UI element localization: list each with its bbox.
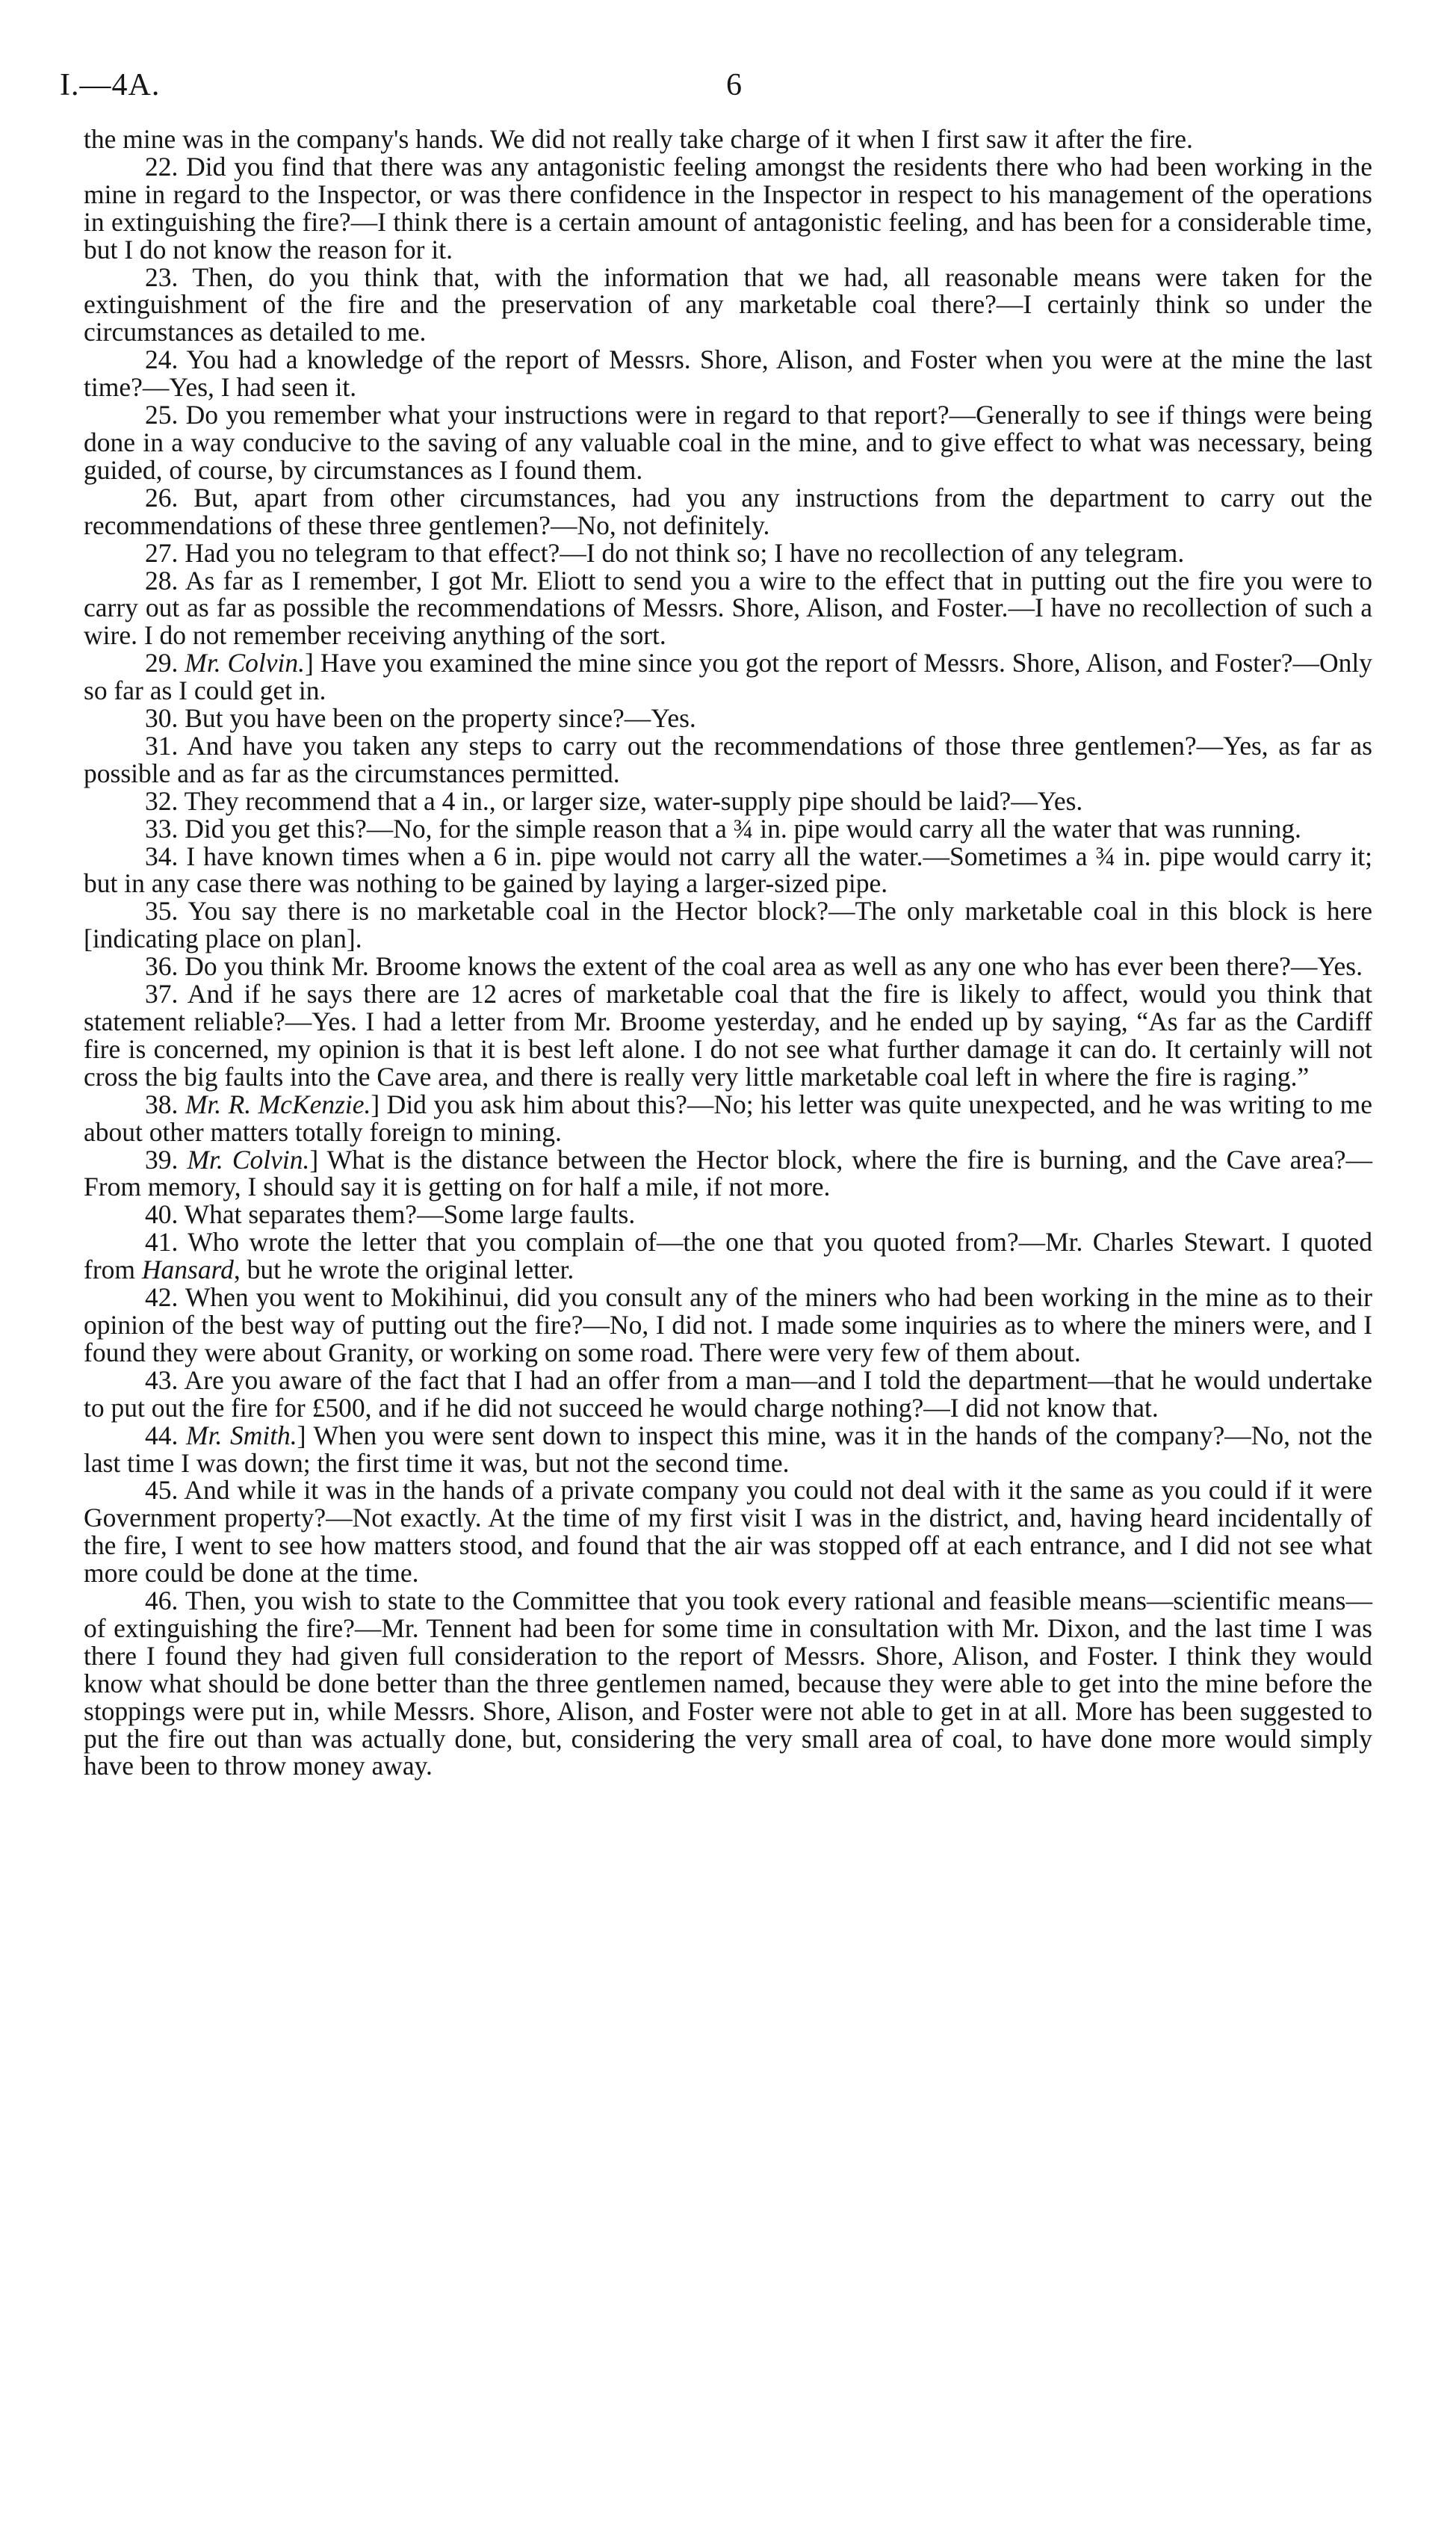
question-number: 34.	[145, 841, 187, 871]
paragraph-text: Do you think Mr. Broome knows the extent of the coal area as well as any one who has ever been there?—Yes.	[185, 951, 1363, 982]
paragraph-text: You had a knowledge of the report of Messrs. Shore, Alison, and Foster when you were at the mine the last time?—Yes, I had seen it.	[84, 344, 1373, 403]
testimony-body	[84, 126, 1372, 1780]
question-number: 46.	[145, 1586, 186, 1616]
testimony-paragraph	[84, 1284, 1372, 1367]
testimony-paragraph	[84, 1228, 1372, 1284]
testimony-paragraph	[84, 1201, 1372, 1228]
question-number: 30.	[145, 703, 185, 734]
question-number: 39.	[145, 1144, 188, 1175]
question-number: 26.	[145, 482, 194, 513]
paragraph-text: ] When you were sent down to inspect this mine, was it in the hands of the company?—No, not the last time I was down; the first time it was, but not the second time.	[84, 1420, 1372, 1478]
paragraph-text: Did you find that there was any antagonistic feeling amongst the residents there who had been working in the mine in regard to the Inspector, or was there confidence in the Inspector in respect to his management of the operations in extinguishing the fire?—I think there is a certain amount of antagonistic feeling, and has been for a considerable time, but I do not know the reason for it.	[84, 151, 1373, 265]
question-number: 44.	[145, 1420, 186, 1450]
testimony-paragraph	[84, 705, 1372, 732]
question-number: 45.	[145, 1475, 185, 1506]
paragraph-text: But, apart from other circumstances, had you any instructions from the department to carry out the recommendations of these three gentlemen?—No, not definitely.	[84, 482, 1373, 540]
question-number: 22.	[145, 151, 187, 182]
question-number: 36.	[145, 951, 185, 982]
testimony-paragraph	[84, 785, 1372, 816]
testimony-paragraph	[84, 815, 1372, 843]
question-number: 31.	[145, 730, 188, 761]
question-number: 27.	[145, 537, 185, 568]
paragraph-text: But you have been on the property since?—Yes.	[185, 703, 696, 734]
testimony-paragraph	[84, 843, 1372, 898]
paragraph-text: Then, do you think that, with the information that we had, all reasonable means were taken for the extinguishment of the fire and the preservation of any marketable coal there?—I certainly think so under the circumstances as detailed to me.	[84, 262, 1372, 347]
speaker-name: Mr. R. McKenzie.	[185, 1089, 371, 1119]
question-number: 41.	[145, 1227, 188, 1258]
document-reference: I.—4A.	[60, 68, 161, 102]
page-number: 6	[726, 68, 742, 102]
paragraph-text: Had you no telegram to that effect?—I do not think so; I have no recollection of any telegram.	[185, 537, 1185, 568]
page-header	[60, 67, 1372, 126]
question-number: 35.	[145, 896, 188, 927]
paragraph-text: They recommend that a 4 in., or larger size, water-supply pipe should be laid?—Yes.	[184, 785, 1083, 816]
testimony-paragraph	[84, 401, 1372, 484]
speaker-name: Mr. Smith.	[186, 1420, 297, 1450]
paragraph-text: When you went to Mokihinui, did you consult any of the miners who had been working in the mine as to their opinion of the best way of putting out the fire?—No, I did not. I made some inquiries as to where the miners were, and I found they were about Granity, or working on some road. There were very few of them about.	[84, 1282, 1373, 1367]
question-number: 29.	[145, 648, 185, 678]
testimony-paragraph	[84, 897, 1372, 953]
paragraph-text: As far as I remember, I got Mr. Eliott to send you a wire to the effect that in putting out the fire you were to carry out as far as possible the recommendations of Messrs. Shore, Alison, and Foster.—I have no recollection of such a wire. I do not remember receiving anything of the sort.	[84, 565, 1372, 651]
testimony-paragraph	[84, 126, 1372, 153]
paragraph-text: Who wrote the letter that you complain of—the one that you quoted from?—Mr. Charles Stewart. I quoted from	[84, 1227, 1373, 1285]
testimony-paragraph	[84, 953, 1372, 980]
testimony-paragraph	[84, 1364, 1372, 1423]
paragraph-text: Are you aware of the fact that I had an offer from a man—and I told the department—that he would undertake to put out the fire for £500, and if he did not succeed he would charge nothing?—I did not know that.	[84, 1364, 1372, 1423]
paragraph-text: And if he says there are 12 acres of marketable coal that the fire is likely to affect, would you think that statement reliable?—Yes. I had a letter from Mr. Broome yesterday, and he ended up by saying, “As far as the Cardiff fire is concerned, my opinion is that it is best left alone. I do not see what further damage it can do. It certainly will not cross the big faults into the Cave area, and there is really very little marketable coal left in where the fire is raging.”	[84, 979, 1373, 1092]
testimony-paragraph	[84, 346, 1372, 401]
paragraph-text: And have you taken any steps to carry out the recommendations of those three gentlemen?—Yes, as far as possible and as far as the circumstances permitted.	[84, 730, 1372, 788]
question-number: 28.	[145, 565, 185, 596]
publication-title: Hansard	[141, 1255, 234, 1285]
paragraph-text: Do you remember what your instructions were in regard to that report?—Generally to see if things were being done in a way conducive to the saving of any valuable coal in the mine, and to give effect to what was necessary, being guided, of course, by circumstances as I found them.	[84, 400, 1372, 485]
speaker-name: Mr. Colvin.	[185, 648, 306, 678]
paragraph-text: ] What is the distance between the Hector block, where the fire is burning, and the Cave area?—From memory, I should say it is getting on for half a mile, if not more.	[84, 1144, 1372, 1202]
question-number: 38.	[145, 1089, 185, 1119]
testimony-paragraph	[84, 1146, 1372, 1202]
question-number: 42.	[145, 1282, 185, 1313]
question-number: 40.	[145, 1199, 185, 1230]
document-page	[60, 67, 1373, 1781]
testimony-paragraph	[84, 1587, 1372, 1780]
paragraph-text: And while it was in the hands of a private company you could not deal with it the same as you could if it were Government property?—Not exactly. At the time of my first visit I was in the district, and, having heard incidentally of the fire, I went to see how matters stood, and found that the air was stopped off at each entrance, and I did not see what more could be done at the time.	[84, 1475, 1372, 1589]
paragraph-text: You say there is no marketable coal in the Hector block?—The only marketable coal in this block is here [indicating place on plan].	[84, 896, 1372, 954]
testimony-paragraph	[84, 980, 1372, 1091]
paragraph-text: ] Did you ask him about this?—No; his letter was quite unexpected, and he was writing to me about other matters totally foreign to mining.	[84, 1089, 1372, 1147]
paragraph-text: Did you get this?—No, for the simple reason that a ¾ in. pipe would carry all the water that was running.	[185, 813, 1301, 844]
question-number: 37.	[145, 979, 188, 1009]
question-number: 23.	[145, 262, 193, 292]
testimony-paragraph	[84, 1422, 1372, 1477]
paragraph-text: I have known times when a 6 in. pipe would not carry all the water.—Sometimes a ¾ in. pipe would carry it; but in any case there was nothing to be gained by laying a larger-sized pipe.	[84, 841, 1373, 899]
question-number: 43.	[145, 1364, 185, 1395]
paragraph-text: the mine was in the company's hands. We did not really take charge of it when I first saw it after the fire.	[84, 124, 1193, 154]
testimony-paragraph	[84, 732, 1372, 788]
question-number: 32.	[145, 785, 185, 816]
question-number: 24.	[145, 344, 187, 375]
testimony-paragraph	[84, 1476, 1372, 1587]
paragraph-text: , but he wrote the original letter.	[233, 1255, 574, 1285]
testimony-paragraph	[84, 539, 1372, 567]
paragraph-text: Then, you wish to state to the Committee that you took every rational and feasible means—scientific means—of extinguishing the fire?—Mr. Tennent had been for some time in consultation with Mr. Dixon, and the last time I was there I found they had given full consideration to the report of Messrs. Shore, Alison, and Foster. I think they would know what should be done better than the three gentlemen named, because they were able to get into the mine before the stoppings were put in, while Messrs. Shore, Alison, and Foster were not able to get in at all. More has been suggested to put the fire out than was actually done, but, considering the very small area of coal, to have done more would simply have been to throw money away.	[84, 1586, 1372, 1781]
testimony-paragraph	[84, 153, 1372, 264]
testimony-paragraph	[84, 1091, 1372, 1146]
question-number: 33.	[145, 813, 185, 844]
testimony-paragraph	[84, 484, 1372, 539]
question-number: 25.	[145, 400, 186, 430]
testimony-paragraph	[84, 649, 1372, 705]
testimony-paragraph	[84, 264, 1372, 347]
testimony-paragraph	[84, 567, 1372, 650]
paragraph-text: ] Have you examined the mine since you got the report of Messrs. Shore, Alison, and Foster?—Only so far as I could get in.	[84, 648, 1372, 706]
paragraph-text: What separates them?—Some large faults.	[184, 1199, 636, 1230]
speaker-name: Mr. Colvin.	[187, 1144, 310, 1175]
